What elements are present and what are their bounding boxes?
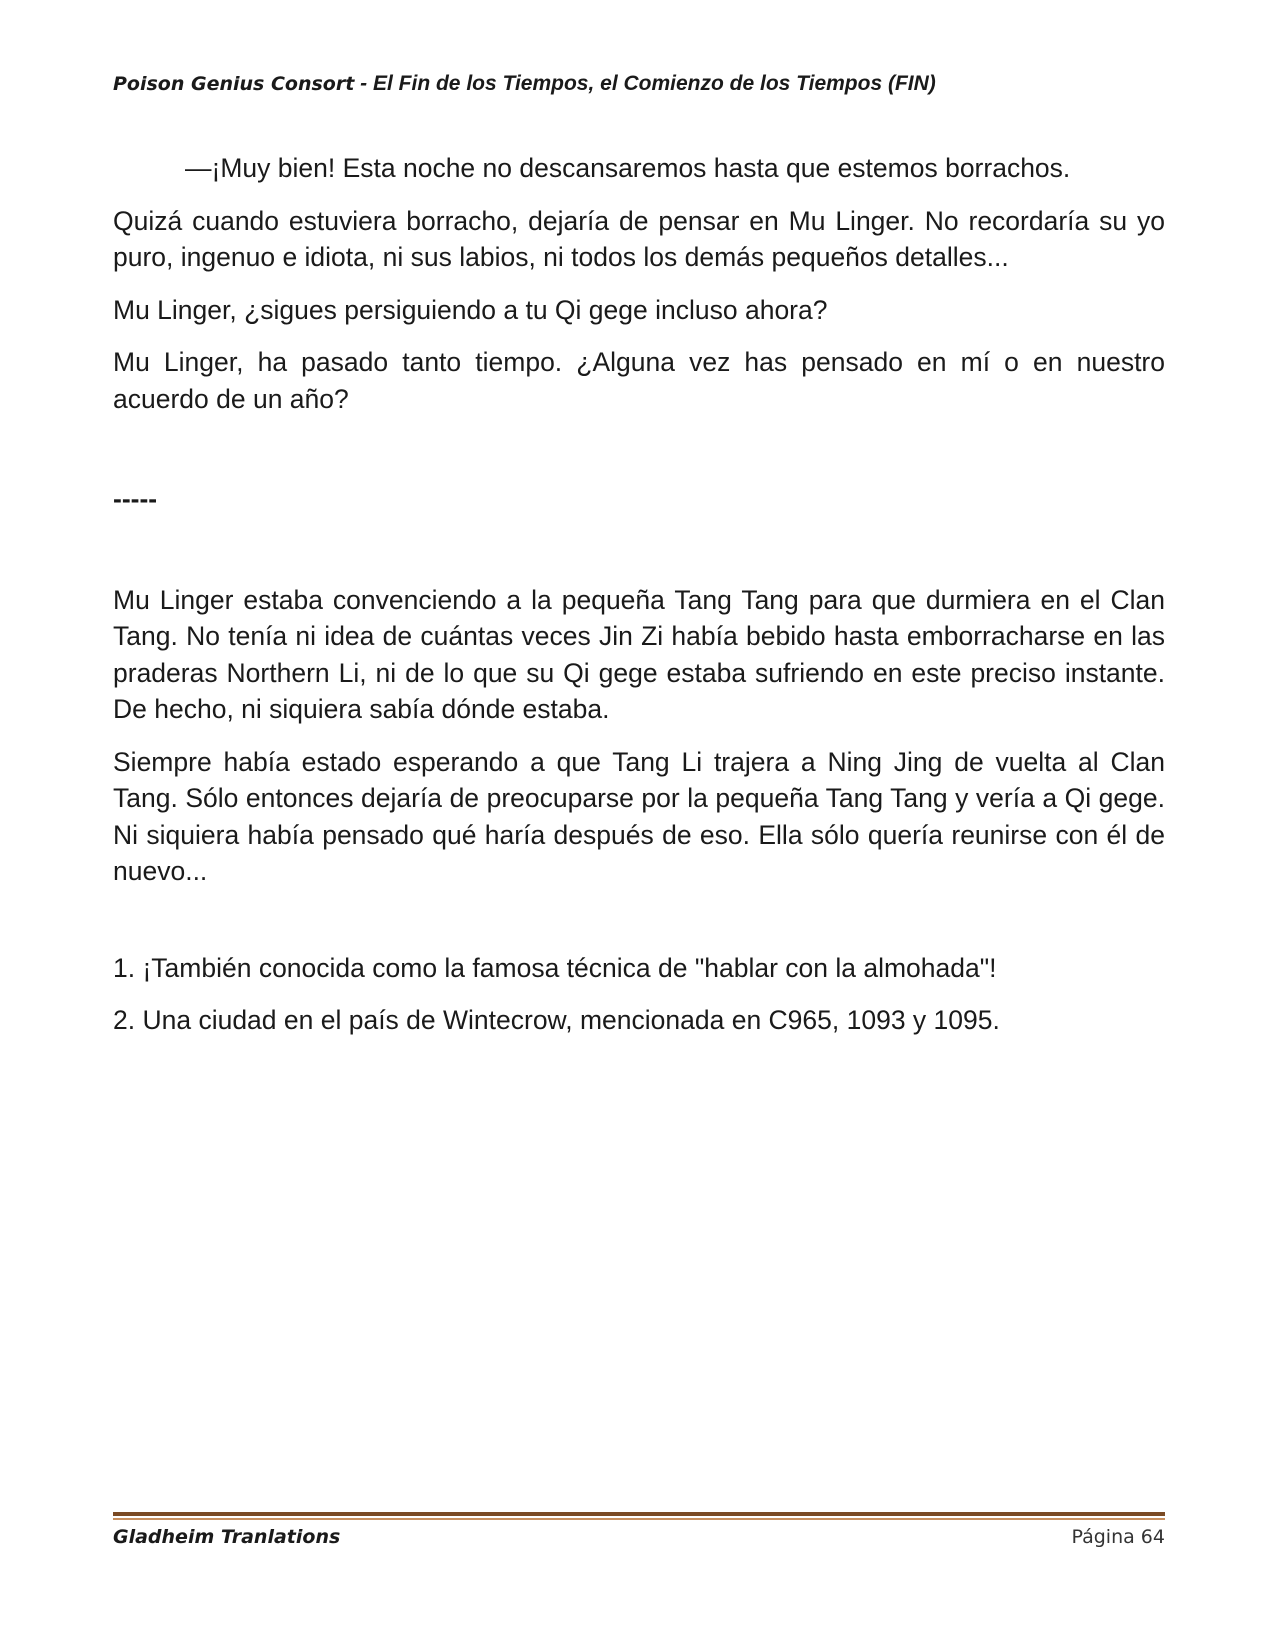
header-separator: - [354, 72, 373, 95]
paragraph: Mu Linger estaba convenciendo a la pequeña Tang Tang para que durmiera en el Clan Tang. No tenía ni idea de cuántas veces Jin Zi había bebido hasta emborracharse en las praderas Northern Li, ni de lo que su Qi gege estaba sufriendo en este preciso instante. De hecho, ni siquiera sabía dónde estaba. [113, 584, 1165, 724]
footer-divider-thin [113, 1518, 1165, 1520]
footnotes [113, 950, 1165, 1039]
paragraph: Mu Linger, ha pasado tanto tiempo. ¿Alguna vez has pensado en mí o en nuestro acuerdo de un año? [113, 347, 1165, 414]
footer-publisher: Gladheim Tranlations [113, 1526, 341, 1548]
page-number: Página 64 [1071, 1526, 1165, 1548]
chapter-title: El Fin de los Tiempos, el Comienzo de los Tiempos (FIN) [372, 72, 936, 95]
paragraph: Mu Linger, ¿sigues persiguiendo a tu Qi gege incluso ahora? [113, 294, 828, 325]
footnote-item: 1. ¡También conocida como la famosa técnica de "hablar con la almohada"! [113, 952, 997, 983]
running-header [113, 72, 936, 96]
paragraph: Siempre había estado esperando a que Tang Li trajera a Ning Jing de vuelta al Clan Tang. Sólo entonces dejaría de preocuparse por la pequeña Tang Tang y vería a Qi gege. Ni siquiera había pensado qué haría después de eso. Ella sólo quería reunirse con él de nuevo... [113, 746, 1165, 886]
body-text [113, 150, 1165, 1055]
footnote-item: 2. Una ciudad en el país de Wintecrow, mencionada en C965, 1093 y 1095. [113, 1005, 1000, 1035]
footer-divider [113, 1512, 1165, 1520]
paragraph-dialogue: —¡Muy bien! Esta noche no descansaremos hasta que estemos borrachos. [185, 153, 1071, 183]
paragraph: Quizá cuando estuviera borracho, dejaría de pensar en Mu Linger. No recordaría su yo puro, ingenuo e idiota, ni sus labios, ni todos los demás pequeños detalles... [113, 205, 1165, 272]
book-title: Poison Genius Consort [113, 73, 355, 95]
scene-break: ----- [113, 484, 158, 514]
